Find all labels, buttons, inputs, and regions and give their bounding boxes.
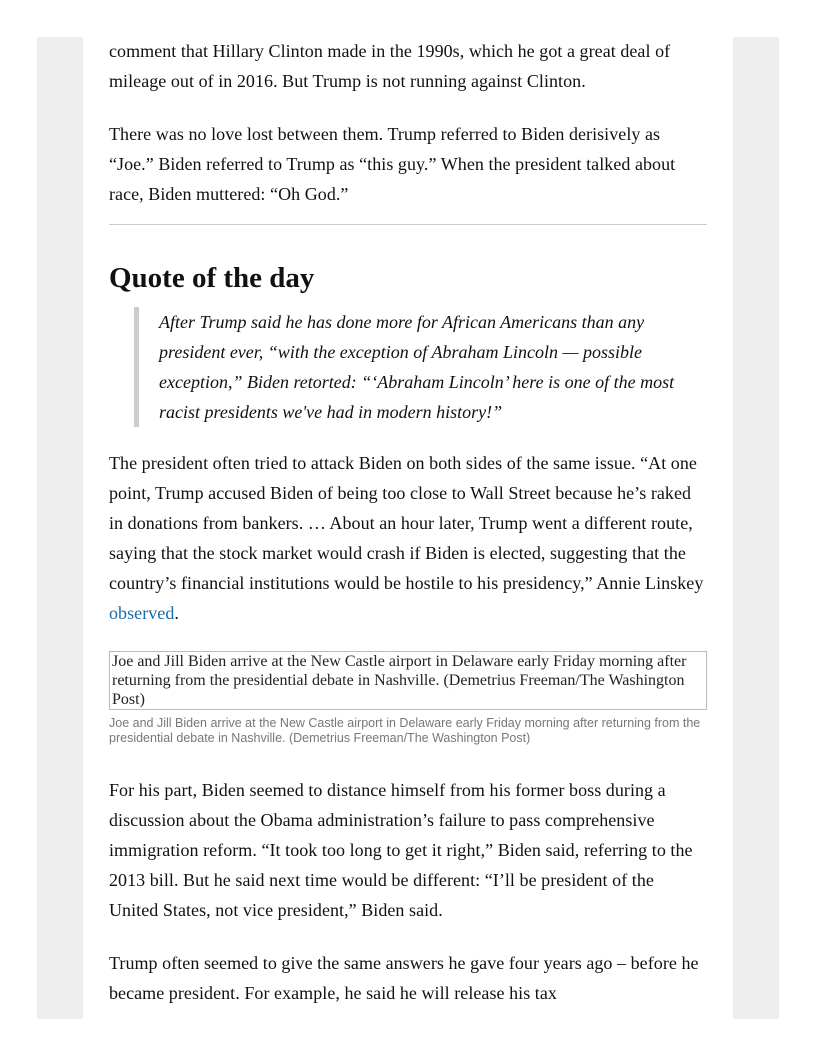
section-divider	[109, 224, 707, 225]
article-paragraph: comment that Hillary Clinton made in the 1990s, which he got a great deal of mileage out of in 2016. But Trump is not running against Clinton.	[109, 41, 671, 91]
article-figure	[109, 651, 707, 746]
observed-link[interactable]: observed	[109, 603, 175, 623]
figure-caption: Joe and Jill Biden arrive at the New Castle airport in Delaware early Friday morning after returning from the presidential debate in Nashville. (Demetrius Freeman/The Washington Post)	[109, 716, 701, 745]
right-gutter	[733, 37, 779, 1019]
article-paragraph	[109, 448, 707, 628]
article-paragraph: There was no love lost between them. Trump referred to Biden derisively as “Joe.” Biden referred to Trump as “this guy.” When the president talked about race, Biden muttered: “Oh God.”	[109, 124, 676, 204]
article-paragraph: For his part, Biden seemed to distance himself from his former boss during a discussion about the Obama administration’s failure to pass comprehensive immigration reform. “It took too long to get it right,” Biden said, referring to the 2013 bill. But he said next time would be different: “I’ll be president of the United States, not vice president,” Biden said.	[109, 780, 693, 920]
pull-quote: After Trump said he has done more for African Americans than any president ever, “with the exception of Abraham Lincoln — possible exception,” Biden retorted: “‘Abraham Lincoln’ here is one of the most racist presidents we've had in modern history!”	[134, 307, 679, 427]
article-column	[83, 0, 733, 1019]
left-gutter	[37, 37, 83, 1019]
image-alt-text: Joe and Jill Biden arrive at the New Castle airport in Delaware early Friday morning after returning from the presidential debate in Nashville. (Demetrius Freeman/The Washington Post)	[112, 653, 687, 708]
article-body	[109, 36, 707, 1019]
broken-image	[109, 651, 707, 710]
paragraph-text: The president often tried to attack Biden on both sides of the same issue. “At one point, Trump accused Biden of being too close to Wall Street because he’s raked in donations from bankers. … About an hour later, Trump went a different route, saying that the stock market would crash if Biden is elected, suggesting that the country’s financial institutions would be hostile to his presidency,” Annie Linskey	[109, 453, 704, 593]
article-paragraph: Trump often seemed to give the same answers he gave four years ago – before he became president. For example, he said he will release his tax	[109, 953, 699, 1003]
section-heading: Quote of the day	[109, 262, 315, 294]
paragraph-trailing: .	[174, 603, 179, 623]
